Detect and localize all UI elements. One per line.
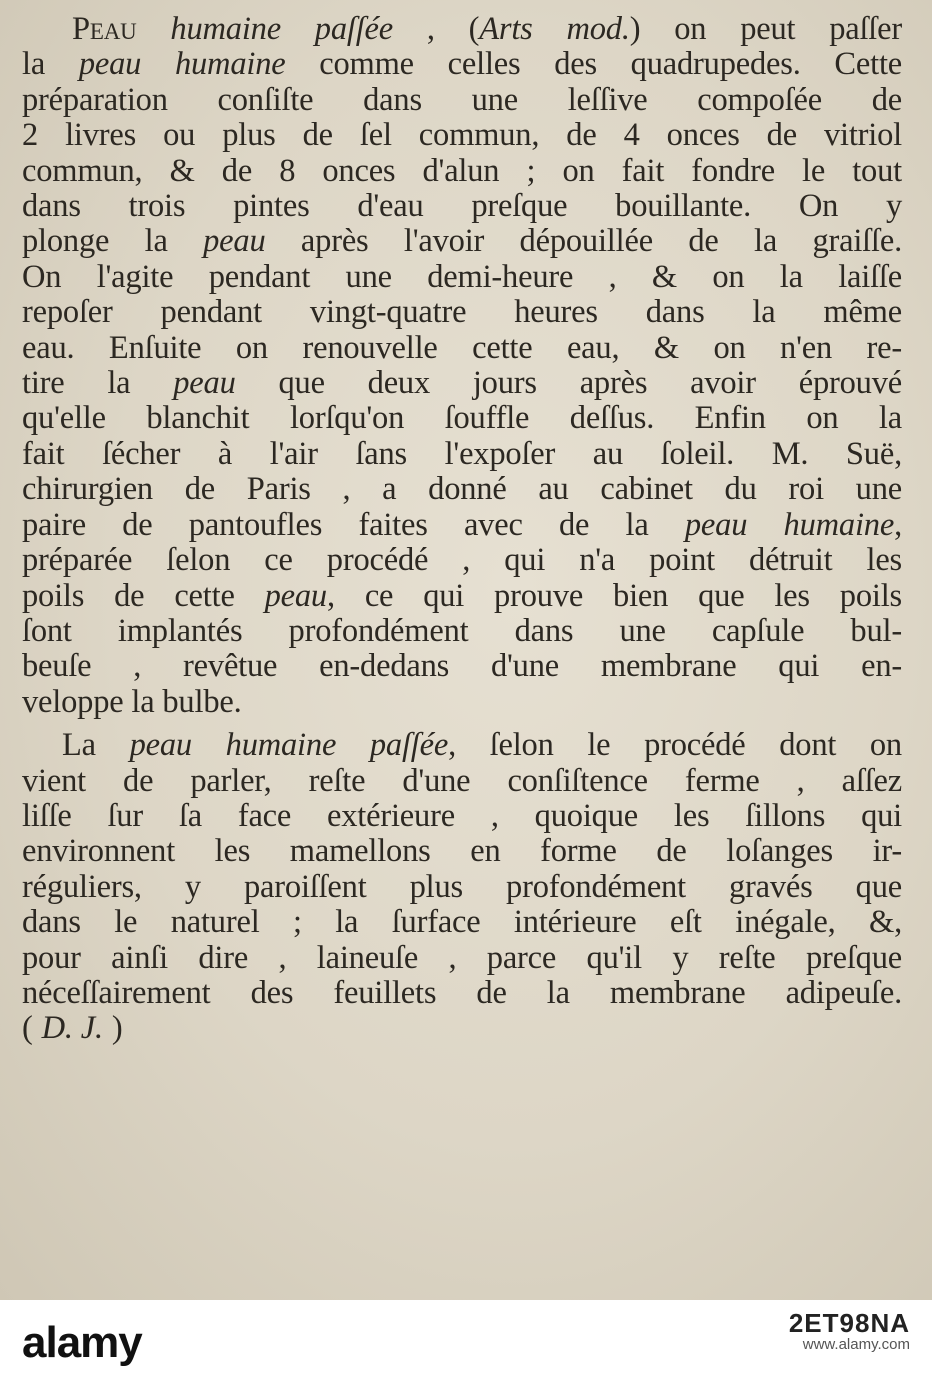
text-segment: humaine paſſée	[170, 11, 393, 47]
text-segment: On l'agite pendant une demi-heure , & on la laiſſe	[22, 258, 902, 295]
text-segment: peau	[173, 365, 236, 402]
text-segment: qu'elle blanchit lorſqu'on ſouffle deſſus. Enfin on la	[22, 400, 902, 437]
text-segment: plonge la	[22, 223, 204, 260]
line-segments	[22, 224, 902, 259]
text-segment: peau humaine paſſée	[129, 727, 449, 764]
line-segments	[22, 366, 902, 401]
text-segment: peau	[264, 577, 327, 614]
text-segment: fait ſécher à l'air ſans l'expoſer au ſoleil. M. Suë,	[22, 435, 902, 472]
text-segment: Arts mod.	[479, 11, 630, 47]
text-segment: environnent les mamellons en forme de loſanges ir-	[22, 833, 902, 870]
text-segment: veloppe la bulbe.	[22, 683, 242, 720]
line-segments	[22, 1011, 132, 1046]
text-segment: D. J.	[41, 1010, 103, 1047]
text-line	[22, 614, 902, 649]
text-line	[22, 260, 902, 295]
article-text	[22, 12, 902, 1047]
text-line	[22, 799, 902, 834]
text-line	[22, 118, 902, 153]
text-segment: la	[22, 46, 79, 83]
line-segments	[72, 12, 902, 47]
text-line	[22, 295, 902, 330]
line-segments	[22, 508, 902, 543]
text-line	[22, 189, 902, 224]
text-segment: eau. Enſuite on renouvelle cette eau, & on n'en re-	[22, 329, 902, 366]
text-line	[22, 870, 902, 905]
text-line	[22, 685, 902, 720]
text-segment: préparée ſelon ce procédé , qui n'a point détruit les	[22, 542, 902, 579]
text-segment: paire de pantoufles faites avec de la	[22, 506, 685, 543]
text-line	[22, 366, 902, 401]
text-segment: Peau	[72, 11, 137, 47]
text-line	[22, 437, 902, 472]
alamy-logo: alamy	[22, 1318, 142, 1367]
text-line	[22, 905, 902, 940]
text-segment: commun, & de 8 onces d'alun ; on fait fondre le tout	[22, 152, 902, 189]
text-segment: liſſe ſur ſa face extérieure , quoique les ſillons qui	[22, 797, 902, 834]
line-segments	[22, 47, 902, 82]
text-segment: dans le naturel ; la ſurface intérieure eſt inégale, &,	[22, 904, 902, 941]
stock-info	[760, 1308, 910, 1356]
text-segment: )	[111, 1010, 123, 1047]
text-segment: préparation conſiſte dans une leſſive compoſée de	[22, 81, 902, 118]
site-url: www.alamy.com	[802, 1336, 910, 1353]
text-segment: poils de cette	[22, 577, 265, 614]
text-line	[22, 1011, 902, 1046]
text-segment: chirurgien de Paris , a donné au cabinet du roi une	[22, 471, 902, 508]
text-line	[22, 83, 902, 118]
text-segment: , (	[393, 11, 480, 47]
text-segment: 2 livres ou plus de ſel commun, de 4 onces de vitriol	[22, 117, 902, 154]
text-line	[22, 401, 902, 436]
text-line	[22, 472, 902, 507]
text-segment: peau humaine	[684, 506, 895, 543]
text-line	[22, 12, 902, 47]
text-segment: après l'avoir dépouillée de la graiſſe.	[265, 223, 902, 260]
text-line	[22, 47, 902, 82]
text-segment: ,	[894, 506, 903, 543]
text-segment: , ſelon le procédé dont on	[448, 727, 902, 764]
text-line	[22, 941, 902, 976]
text-line	[22, 976, 902, 1011]
text-segment: , ce qui prouve bien que les poils	[326, 577, 902, 614]
line-segments	[62, 728, 902, 763]
text-segment: peau humaine	[78, 46, 286, 83]
text-segment	[137, 12, 171, 47]
text-line	[22, 508, 902, 543]
image-id: 2ET98NA	[788, 1308, 910, 1338]
text-segment: repoſer pendant vingt-quatre heures dans la même	[22, 294, 902, 331]
text-segment: ) on peut paſſer	[629, 11, 902, 47]
text-segment: vient de parler, reſte d'une conſiſtence ferme , aſſez	[22, 762, 902, 799]
text-segment: (	[22, 1010, 33, 1047]
text-segment: réguliers, y paroiſſent plus profondément gravés que	[22, 868, 902, 905]
text-segment: beuſe , revêtue en-dedans d'une membrane qui en-	[22, 648, 902, 685]
text-segment: La	[62, 727, 130, 764]
text-line	[22, 579, 902, 614]
text-line	[22, 764, 902, 799]
text-line	[22, 543, 902, 578]
line-segments	[22, 579, 902, 614]
text-line	[22, 834, 902, 869]
text-segment: ſont implantés profondément dans une capſule bul-	[22, 612, 902, 649]
text-line	[22, 728, 902, 763]
text-segment: dans trois pintes d'eau preſque bouillante. On y	[22, 188, 902, 225]
text-line	[22, 224, 902, 259]
text-segment: pour ainſi dire , laineuſe , parce qu'il y reſte preſque	[22, 939, 902, 976]
text-segment: peau	[203, 223, 266, 260]
text-segment: que deux jours après avoir éprouvé	[235, 365, 902, 402]
text-segment: tire la	[22, 365, 174, 402]
text-line	[22, 154, 902, 189]
text-line	[22, 649, 902, 684]
text-line	[22, 331, 902, 366]
text-segment: comme celles des quadrupedes. Cette	[285, 46, 902, 83]
text-segment: néceſſairement des feuillets de la membrane adipeuſe.	[22, 974, 902, 1011]
